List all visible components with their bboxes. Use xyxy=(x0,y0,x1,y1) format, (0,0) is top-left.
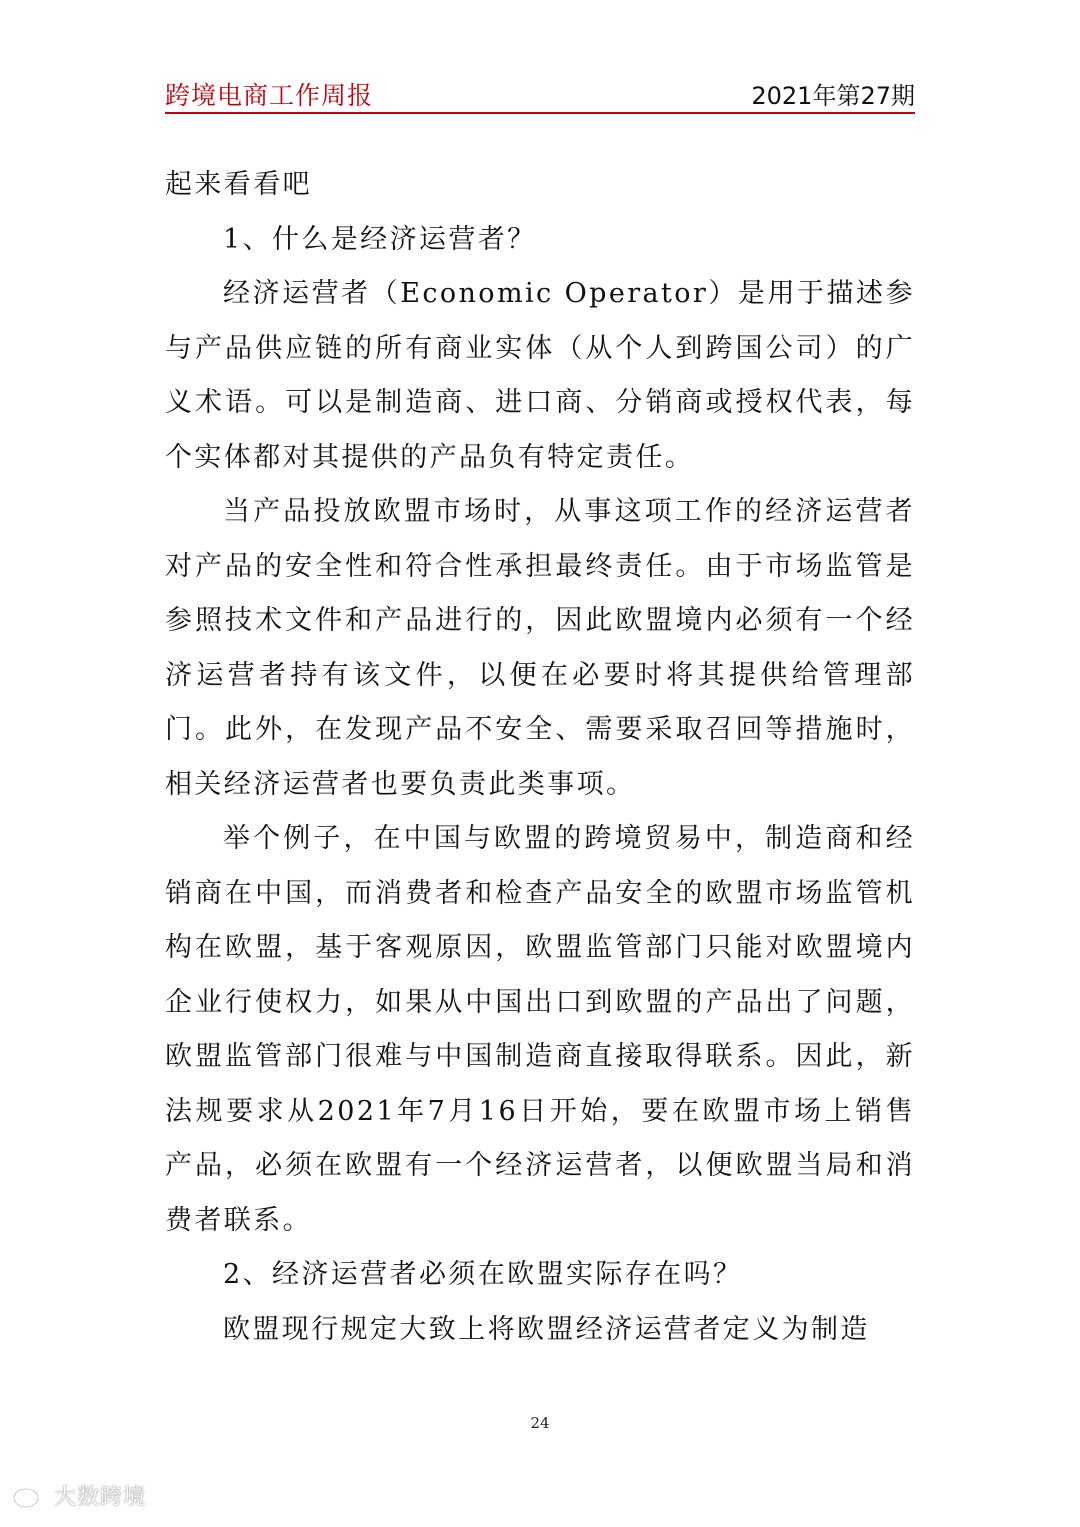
watermark xyxy=(12,1478,146,1512)
article-body xyxy=(165,158,915,1357)
header-divider xyxy=(165,112,915,114)
paragraph-example: 举个例子，在中国与欧盟的跨境贸易中，制造商和经销商在中国，而消费者和检查产品安全的欧盟市场监管机构在欧盟，基于客观原因，欧盟监管部门只能对欧盟境内企业行使权力，如果从中国出口到欧盟的产品出了问题，欧盟监管部门很难与中国制造商直接取得联系。因此，新法规要求从2021年7月16日开始，要在欧盟市场上销售产品，必须在欧盟有一个经济运营者，以便欧盟当局和消费者联系。 xyxy=(165,823,915,1236)
section-heading-2: 2、经济运营者必须在欧盟实际存在吗？ xyxy=(223,1259,743,1290)
weibo-style-logo-icon xyxy=(12,1481,46,1509)
publication-title: 跨境电商工作周报 xyxy=(165,81,374,110)
paragraph-responsibility: 当产品投放欧盟市场时，从事这项工作的经济运营者对产品的安全性和符合性承担最终责任。由于市场监管是参照技术文件和产品进行的，因此欧盟境内必须有一个经济运营者持有该文件，以便在必要时将其提供给管理部门。此外，在发现产品不安全、需要采取召回等措施时，相关经济运营者也要负责此类事项。 xyxy=(165,496,915,800)
paragraph-definition: 经济运营者（Economic Operator）是用于描述参与产品供应链的所有商业实体（从个人到跨国公司）的广义术语。可以是制造商、进口商、分销商或授权代表，每个实体都对其提供的产品负有特定责任。 xyxy=(165,278,915,473)
paragraph-continuation: 起来看看吧 xyxy=(165,169,312,200)
watermark-text: 大数跨境 xyxy=(54,1484,147,1510)
section-heading-1: 1、什么是经济运营者？ xyxy=(223,223,537,255)
issue-number: 2021年第27期 xyxy=(751,82,915,110)
paragraph-regulation: 欧盟现行规定大致上将欧盟经济运营者定义为制造 xyxy=(223,1313,870,1345)
page-number: 24 xyxy=(530,1414,550,1432)
page-header xyxy=(165,74,915,114)
